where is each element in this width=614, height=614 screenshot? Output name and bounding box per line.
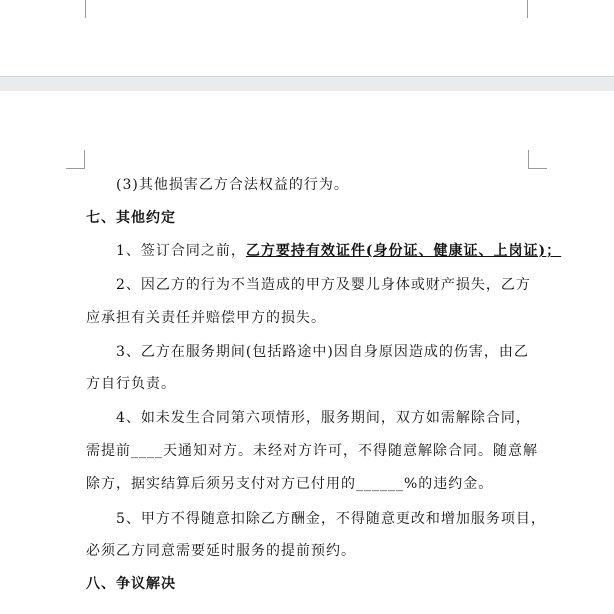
page-gap — [0, 76, 614, 92]
paragraph-line: 5、甲方不得随意扣除乙方酬金，不得随意更改和增加服务项目， — [116, 511, 546, 527]
margin-mark-top-right-prev — [527, 0, 528, 18]
paragraph-line: 除方，据实结算后须另支付对方已付用的______%的违约金。 — [86, 476, 494, 492]
paragraph-line: 需提前____天通知对方。未经对方许可，不得随意解除合同。随意解 — [86, 443, 538, 459]
paragraph-line: 方自行负责。 — [86, 376, 176, 392]
document-page — [0, 91, 614, 614]
paragraph-line: 3、乙方在服务期间(包括路途中)因自身原因造成的伤害，由乙 — [116, 344, 529, 360]
paragraph-line: 4、如未发生合同第六项情形，服务期间，双方如需解除合同， — [116, 410, 531, 426]
paragraph-line — [116, 241, 561, 261]
paragraph-line: 应承担有关责任并赔偿甲方的损失。 — [86, 310, 326, 326]
paragraph-line: (3)其他损害乙方合法权益的行为。 — [116, 177, 349, 193]
margin-mark-top-left — [66, 150, 85, 169]
margin-mark-top-left-prev — [85, 0, 86, 18]
clause-text: 1、签订合同之前， — [116, 243, 246, 259]
underlined-clause: 乙方要持有效证件(身份证、健康证、上岗证)； — [245, 243, 562, 259]
section-heading: 七、其他约定 — [86, 210, 176, 226]
paragraph-line: 2、因乙方的行为不当造成的甲方及婴儿身体或财产损失，乙方 — [116, 277, 531, 293]
previous-page — [0, 0, 614, 76]
margin-mark-top-right — [528, 150, 547, 169]
section-heading: 八、争议解决 — [86, 576, 176, 592]
paragraph-line: 必须乙方同意需要延时服务的提前预约。 — [86, 543, 356, 559]
